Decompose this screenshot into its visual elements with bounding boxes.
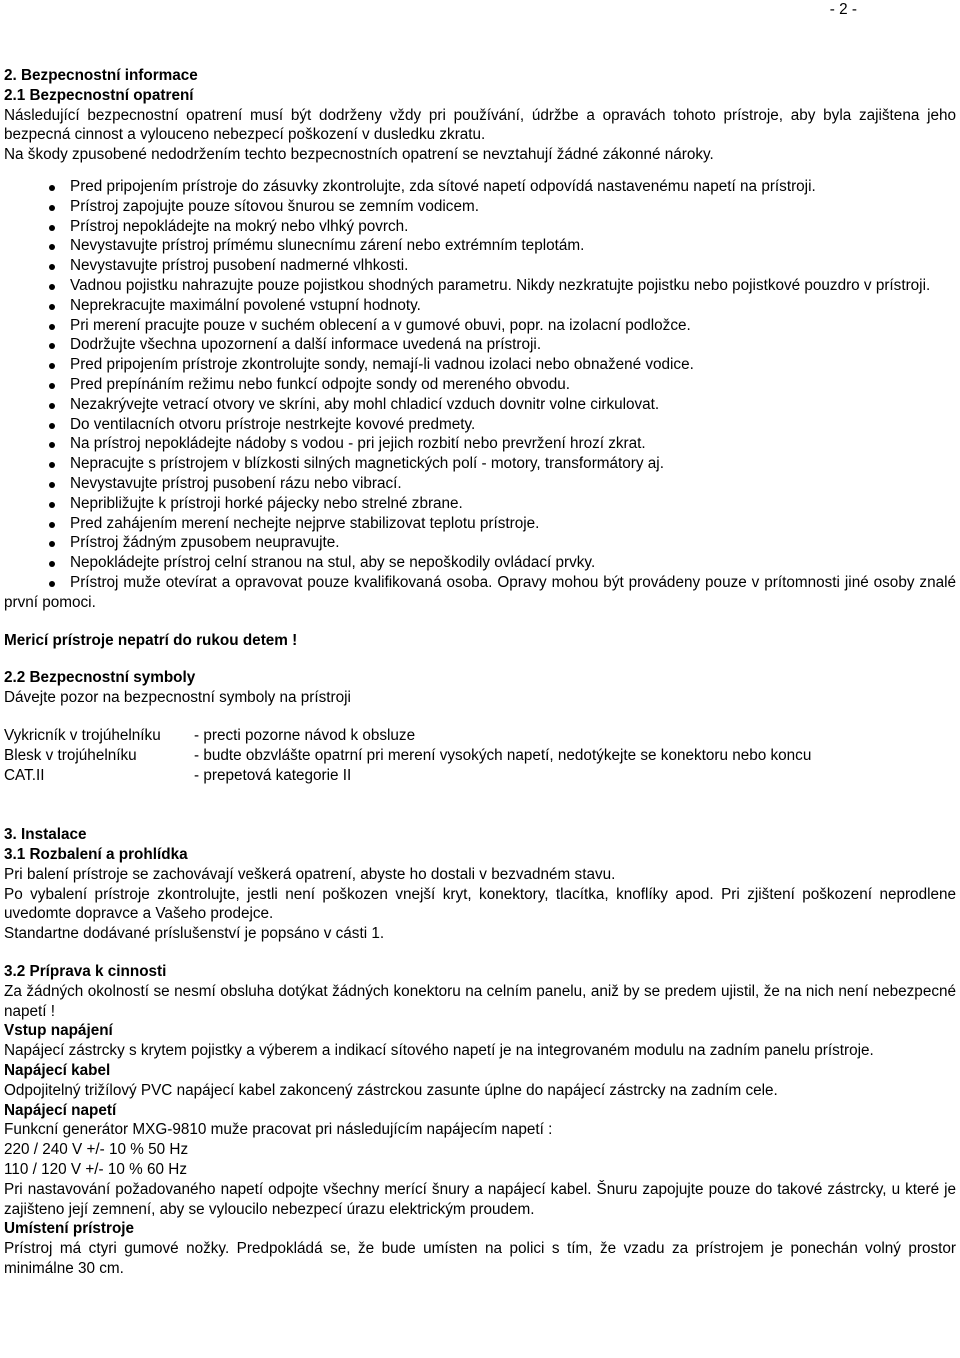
list-item: Nepokládejte prístroj celní stranou na stul, aby se nepoškodily ovládací prvky.	[4, 553, 956, 573]
bullet-icon	[49, 561, 55, 567]
list-item: Prístroj muže otevírat a opravovat pouze kvalifikovaná osoba. Opravy mohou být provádeny pouze v prítomnosti jiné osoby znalé první pomoci.	[4, 573, 956, 611]
section-3-1-text: Standartne dodávané príslušenství je popsáno v cásti 1.	[4, 925, 385, 943]
symbol-row	[4, 726, 956, 746]
list-item: Nepribližujte k prístroji horké pájecky nebo strelné zbrane.	[4, 494, 956, 514]
safety-list	[4, 177, 956, 613]
list-item: Nezakrývejte vetrací otvory ve skríni, aby mohl chladicí vzduch dovnitr volne cirkulovat.	[4, 395, 956, 415]
section-2-1-heading: 2.1 Bezpecnostní opatrení	[4, 86, 194, 104]
section-3-heading: 3. Instalace	[4, 826, 87, 844]
voltage-option: 110 / 120 V +/- 10 % 60 Hz	[4, 1161, 187, 1179]
bullet-icon	[49, 225, 55, 231]
symbol-name: CAT.II	[4, 766, 45, 784]
bullet-icon	[49, 581, 55, 587]
list-item: Vadnou pojistku nahrazujte pouze pojistkou shodných parametru. Nikdy nezkratujte pojistku nebo pojistkové pouzdro v prístroji.	[4, 276, 956, 296]
list-item: Pred prepínáním režimu nebo funkcí odpojte sondy od mereného obvodu.	[4, 375, 956, 395]
section-3-1-heading: 3.1 Rozbalení a prohlídka	[4, 846, 188, 864]
section-2-2-intro: Dávejte pozor na bezpecnostní symboly na prístroji	[4, 689, 351, 707]
symbol-name: Blesk v trojúhelníku	[4, 746, 137, 764]
bullet-icon	[49, 462, 55, 468]
bullet-icon	[49, 482, 55, 488]
list-item: Pri merení pracujte pouze v suchém oblecení a v gumové obuvi, popr. na izolacní podložce.	[4, 316, 956, 336]
bullet-icon	[49, 522, 55, 528]
section-2-1-intro: Následující bezpecnostní opatrení musí být dodrženy vždy pri používání, údržbe a opravách tohoto prístroje, aby byla zajištena jeho bezpecná cinnost a vylouceno nebezpecí poškození v dusledku zkratu.	[4, 106, 956, 144]
bullet-icon	[49, 284, 55, 290]
list-item: Pred pripojením prístroje zkontrolujte sondy, nemají-li vadnou izolaci nebo obnažené vodice.	[4, 355, 956, 375]
symbol-row	[4, 766, 956, 786]
power-input-text: Napájecí zástrcky s krytem pojistky a výberem a indikací sítového napetí je na integrovaném modulu na zadním panelu prístroje.	[4, 1042, 874, 1060]
section-3-1-text: Pri balení prístroje se zachovávají veškerá opatrení, abyste ho dostali v bezvadném stavu.	[4, 865, 616, 883]
symbol-description: - budte obzvlášte opatrní pri merení vysokých napetí, nedotýkejte se konektoru nebo koncu	[194, 746, 812, 764]
bullet-icon	[49, 403, 55, 409]
list-item: Nepracujte s prístrojem v blízkosti silných magnetických polí - motory, transformátory aj.	[4, 454, 956, 474]
bullet-icon	[49, 363, 55, 369]
symbol-description: - prepetová kategorie II	[194, 766, 352, 784]
section-2-2-heading: 2.2 Bezpecnostní symboly	[4, 669, 196, 687]
voltage-note: Pri nastavování požadovaného napetí odpojte všechny merící šnury a napájecí kabel. Šnuru zapojujte pouze do takové zástrcky, u které je zajišteno její zemnení, aby se vyloucilo nebezpecí úrazu elektrickým proudem.	[4, 1180, 956, 1218]
bullet-icon	[49, 324, 55, 330]
list-item: Pred zahájením merení nechejte nejprve stabilizovat teplotu prístroje.	[4, 514, 956, 534]
children-warning: Mericí prístroje nepatrí do rukou detem !	[4, 631, 298, 649]
placement-text: Prístroj má ctyri gumové nožky. Predpokládá se, že bude umísten na polici s tím, že vzadu za prístrojem je ponechán volný prostor minimálne 30 cm.	[4, 1240, 956, 1278]
symbol-row	[4, 746, 956, 766]
document-body	[4, 66, 956, 1279]
list-item: Prístroj nepokládejte na mokrý nebo vlhký povrch.	[4, 217, 956, 237]
bullet-icon	[49, 185, 55, 191]
power-input-heading: Vstup napájení	[4, 1022, 113, 1040]
list-item: Pred pripojením prístroje do zásuvky zkontrolujte, zda sítové napetí odpovídá nastavenému napetí na prístroji.	[4, 177, 956, 197]
list-item: Nevystavujte prístroj pusobení nadmerné vlhkosti.	[4, 256, 956, 276]
list-item: Dodržujte všechna upozornení a další informace uvedená na prístroji.	[4, 335, 956, 355]
list-item: Neprekracujte maximální povolené vstupní hodnoty.	[4, 296, 956, 316]
list-item: Prístroj zapojujte pouze sítovou šnurou se zemním vodicem.	[4, 197, 956, 217]
voltage-option: 220 / 240 V +/- 10 % 50 Hz	[4, 1141, 189, 1159]
section-3-2-heading: 3.2 Príprava k cinnosti	[4, 963, 167, 981]
section-2-heading: 2. Bezpecnostní informace	[4, 67, 198, 84]
section-3-2-text: Za žádných okolností se nesmí obsluha dotýkat žádných konektoru na celním panelu, aniž by se predem ujistil, že na nich není nebezpecné napetí !	[4, 982, 956, 1020]
list-item: Nevystavujte prístroj prímému slunecnímu zárení nebo extrémním teplotám.	[4, 236, 956, 256]
section-2-1-disclaimer: Na škody zpusobené nedodržením techto bezpecnostních opatrení se nevztahují žádné zákonné nároky.	[4, 146, 714, 164]
section-3-1-text: Po vybalení prístroje zkontrolujte, jestli není poškozen vnejší kryt, konektory, tlacítka, knoflíky apod. Pri zjištení poškození neprodlene uvedomte dopravce a Vašeho prodejce.	[4, 885, 956, 923]
power-voltage-text: Funkcní generátor MXG-9810 muže pracovat pri následujícím napájecím napetí :	[4, 1121, 553, 1139]
bullet-icon	[49, 502, 55, 508]
placement-heading: Umístení prístroje	[4, 1220, 135, 1238]
bullet-icon	[49, 442, 55, 448]
bullet-icon	[49, 343, 55, 349]
list-item: Do ventilacních otvoru prístroje nestrkejte kovové predmety.	[4, 415, 956, 435]
power-cable-text: Odpojitelný trižílový PVC napájecí kabel zakoncený zástrckou zasunte úplne do napájecí zástrcky na zadním cele.	[4, 1081, 778, 1099]
list-item: Nevystavujte prístroj pusobení rázu nebo vibrací.	[4, 474, 956, 494]
symbol-description: - precti pozorne návod k obsluze	[194, 726, 416, 744]
bullet-icon	[49, 205, 55, 211]
bullet-icon	[49, 541, 55, 547]
bullet-icon	[49, 244, 55, 250]
bullet-icon	[49, 304, 55, 310]
list-item: Prístroj žádným zpusobem neupravujte.	[4, 533, 956, 553]
bullet-icon	[49, 383, 55, 389]
list-item: Na prístroj nepokládejte nádoby s vodou - pri jejich rozbití nebo prevržení hrozí zkrat.	[4, 434, 956, 454]
bullet-icon	[49, 423, 55, 429]
page-number: - 2 -	[829, 1, 857, 18]
power-cable-heading: Napájecí kabel	[4, 1062, 111, 1080]
power-voltage-heading: Napájecí napetí	[4, 1101, 117, 1119]
bullet-icon	[49, 264, 55, 270]
symbol-name: Vykricník v trojúhelníku	[4, 726, 161, 744]
